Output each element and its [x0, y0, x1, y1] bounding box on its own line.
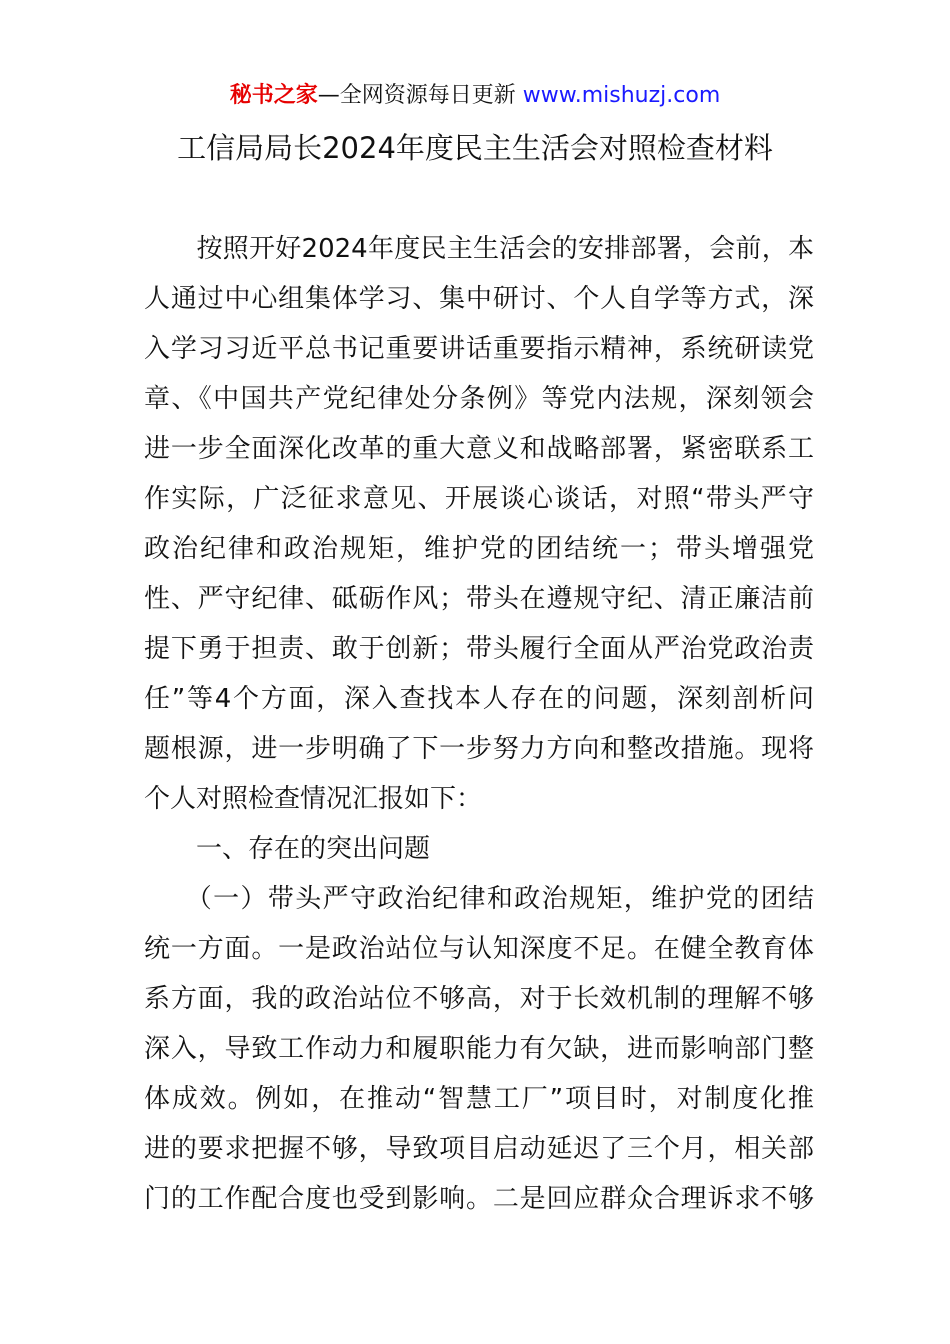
body-line: 进的要求把握不够，导致项目启动延迟了三个月，相关部: [144, 1134, 814, 1164]
body-line: 章、《中国共产党纪律处分条例》等党内法规，深刻领会: [144, 384, 814, 414]
body-line: 个人对照检查情况汇报如下：: [144, 784, 483, 814]
document-body: [144, 224, 814, 1224]
site-brand: 秘书之家: [229, 83, 318, 108]
body-line: 政治纪律和政治规矩，维护党的团结统一；带头增强党: [144, 534, 814, 564]
body-line: 门的工作配合度也受到影响。二是回应群众合理诉求不够: [144, 1184, 814, 1214]
body-line: 题根源，进一步明确了下一步努力方向和整改措施。现将: [144, 734, 814, 764]
section-heading: 一、存在的突出问题: [144, 834, 431, 864]
body-line: 统一方面。一是政治站位与认知深度不足。在健全教育体: [144, 934, 814, 964]
body-line: 作实际，广泛征求意见、开展谈心谈话，对照“带头严守: [144, 484, 814, 514]
body-line: 系方面，我的政治站位不够高，对于长效机制的理解不够: [144, 984, 814, 1014]
body-line: 按照开好2024年度民主生活会的安排部署，会前，本: [144, 234, 814, 264]
site-header: [0, 80, 950, 112]
body-line: 入学习习近平总书记重要讲话重要指示精神，系统研读党: [144, 334, 814, 364]
body-line: 性、严守纪律、砥砺作风；带头在遵规守纪、清正廉洁前: [144, 584, 814, 614]
site-url-link[interactable]: www.mishuzj.com: [522, 83, 721, 108]
document-title: 工信局局长2024年度民主生活会对照检查材料: [177, 131, 773, 165]
site-tagline: —全网资源每日更新: [317, 83, 523, 108]
body-line: 人通过中心组集体学习、集中研讨、个人自学等方式，深: [144, 284, 814, 314]
body-line: 深入，导致工作动力和履职能力有欠缺，进而影响部门整: [144, 1034, 814, 1064]
body-line: 提下勇于担责、敢于创新；带头履行全面从严治党政治责: [144, 634, 814, 664]
body-line: 进一步全面深化改革的重大意义和战略部署，紧密联系工: [144, 434, 814, 464]
body-line: （一）带头严守政治纪律和政治规矩，维护党的团结: [144, 884, 814, 914]
body-line: 体成效。例如，在推动“智慧工厂”项目时，对制度化推: [144, 1084, 814, 1114]
body-line: 任”等4个方面，深入查找本人存在的问题，深刻剖析问: [144, 684, 814, 714]
